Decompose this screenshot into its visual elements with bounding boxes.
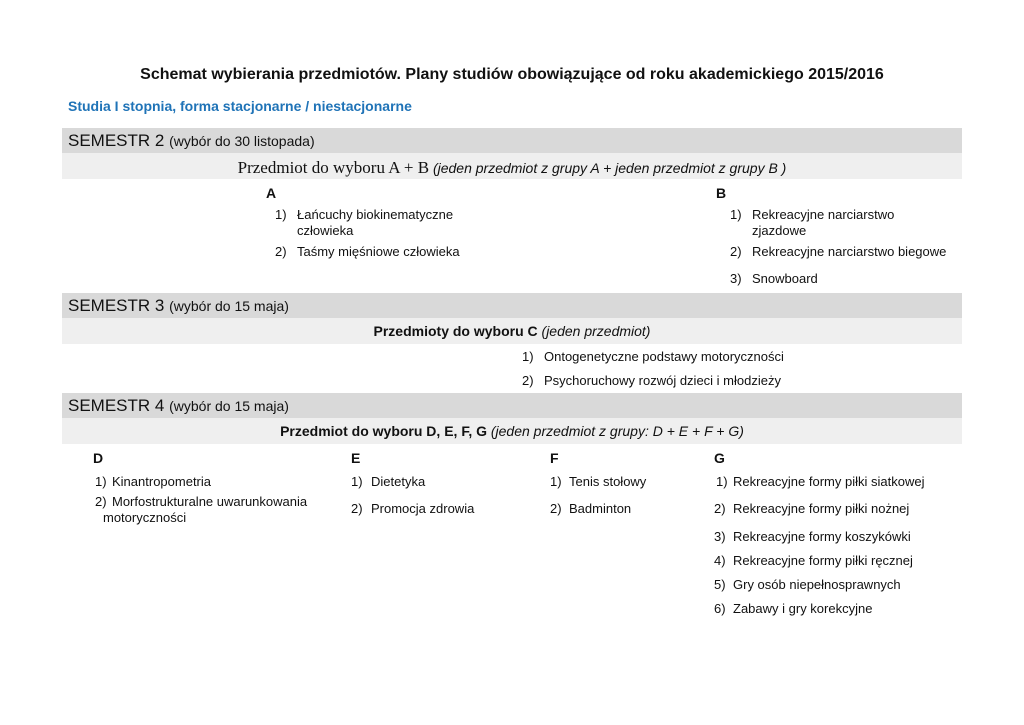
study-type-subtitle: Studia I stopnia, forma stacjonarne / niestacjonarne: [68, 98, 412, 114]
semester-2-choice-rule: (jeden przedmiot z grupy A + jeden przedmiot z grupy B ): [432, 160, 787, 176]
group-b-item-1-text: Rekreacyjne narciarstwo: [752, 207, 895, 222]
group-d-item-1-number: 1): [95, 474, 107, 489]
group-f-item-1-number: 1): [550, 474, 562, 489]
semester-2-choice-title: Przedmiot do wyboru A + B: [237, 158, 430, 177]
group-e-item-2-number: 2): [351, 501, 363, 516]
group-f-item-2-text: Badminton: [569, 501, 632, 516]
group-g-item-4-number: 4): [714, 553, 726, 568]
group-g-item-6-text: Zabawy i gry korekcyjne: [733, 601, 873, 616]
group-e-item-2-text: Promocja zdrowia: [371, 501, 475, 516]
group-e-item-1-number: 1): [351, 474, 363, 489]
group-g-item-3-text: Rekreacyjne formy koszykówki: [733, 529, 911, 544]
semester-3-choice-title: Przedmioty do wyboru C: [373, 323, 538, 339]
group-d-item-2-text-cont: motoryczności: [103, 510, 187, 525]
group-g-item-3-number: 3): [714, 529, 726, 544]
semester-2-label: SEMESTR 2: [68, 131, 165, 150]
group-g-heading: G: [714, 450, 725, 466]
group-a-item-2-text: Taśmy mięśniowe człowieka: [297, 244, 460, 259]
group-c-item-1-number: 1): [522, 349, 534, 364]
semester-3-choice-rule: (jeden przedmiot): [541, 323, 651, 339]
document-title: Schemat wybierania przedmiotów. Plany studiów obowiązujące od roku akademickiego 2015/2016: [140, 66, 884, 83]
group-d-item-1-text: Kinantropometria: [112, 474, 211, 489]
group-e-heading: E: [351, 450, 361, 466]
group-g-item-6-number: 6): [714, 601, 726, 616]
semester-3-label: SEMESTR 3: [68, 296, 165, 315]
group-f-heading: F: [550, 450, 559, 466]
group-e-item-1-text: Dietetyka: [371, 474, 426, 489]
group-c-item-1-text: Ontogenetyczne podstawy motoryczności: [544, 349, 784, 364]
group-d-heading: D: [93, 450, 104, 466]
group-b-item-2-text: Rekreacyjne narciarstwo biegowe: [752, 244, 947, 259]
group-b-item-3-text: Snowboard: [752, 271, 818, 286]
semester-2-choice-row: [62, 153, 962, 179]
group-a-item-1-number: 1): [275, 207, 287, 222]
group-d-item-2-number: 2): [95, 494, 107, 509]
group-b-heading: B: [716, 185, 727, 201]
group-a-item-1-text: Łańcuchy biokinematyczne: [297, 207, 454, 222]
group-f-item-2-number: 2): [550, 501, 562, 516]
group-a-item-1-text-cont: człowieka: [297, 223, 354, 238]
group-d-item-2-text: Morfostrukturalne uwarunkowania: [112, 494, 308, 509]
group-c-item-2-text: Psychoruchowy rozwój dzieci i młodzieży: [544, 373, 781, 388]
group-g-item-1-text: Rekreacyjne formy piłki siatkowej: [733, 474, 925, 489]
semester-4-label: SEMESTR 4: [68, 396, 165, 415]
semester-4-deadline: (wybór do 15 maja): [169, 398, 289, 414]
semester-2-deadline: (wybór do 30 listopada): [169, 133, 315, 149]
group-g-item-5-text: Gry osób niepełnosprawnych: [733, 577, 901, 592]
group-g-item-2-number: 2): [714, 501, 726, 516]
semester-3-deadline: (wybór do 15 maja): [169, 298, 289, 314]
semester-4-choice-title: Przedmiot do wyboru D, E, F, G: [280, 423, 487, 439]
semester-4-choice-rule: (jeden przedmiot z grupy: D + E + F + G): [490, 423, 744, 439]
group-g-item-1-number: 1): [716, 474, 728, 489]
group-g-item-5-number: 5): [714, 577, 726, 592]
group-f-item-1-text: Tenis stołowy: [569, 474, 647, 489]
group-a-item-2-number: 2): [275, 244, 287, 259]
semester-2-header: [62, 128, 962, 153]
semester-4-header: [62, 393, 962, 418]
semester-4-choice-row: [62, 418, 962, 444]
group-b-item-1-text-cont: zjazdowe: [752, 223, 807, 238]
group-b-item-2-number: 2): [730, 244, 742, 259]
group-g-item-2-text: Rekreacyjne formy piłki nożnej: [733, 501, 910, 516]
group-c-item-2-number: 2): [522, 373, 534, 388]
group-b-item-1-number: 1): [730, 207, 742, 222]
semester-3-choice-row: [62, 318, 962, 344]
group-g-item-4-text: Rekreacyjne formy piłki ręcznej: [733, 553, 913, 568]
group-a-heading: A: [266, 185, 277, 201]
group-b-item-3-number: 3): [730, 271, 742, 286]
semester-3-header: [62, 293, 962, 318]
